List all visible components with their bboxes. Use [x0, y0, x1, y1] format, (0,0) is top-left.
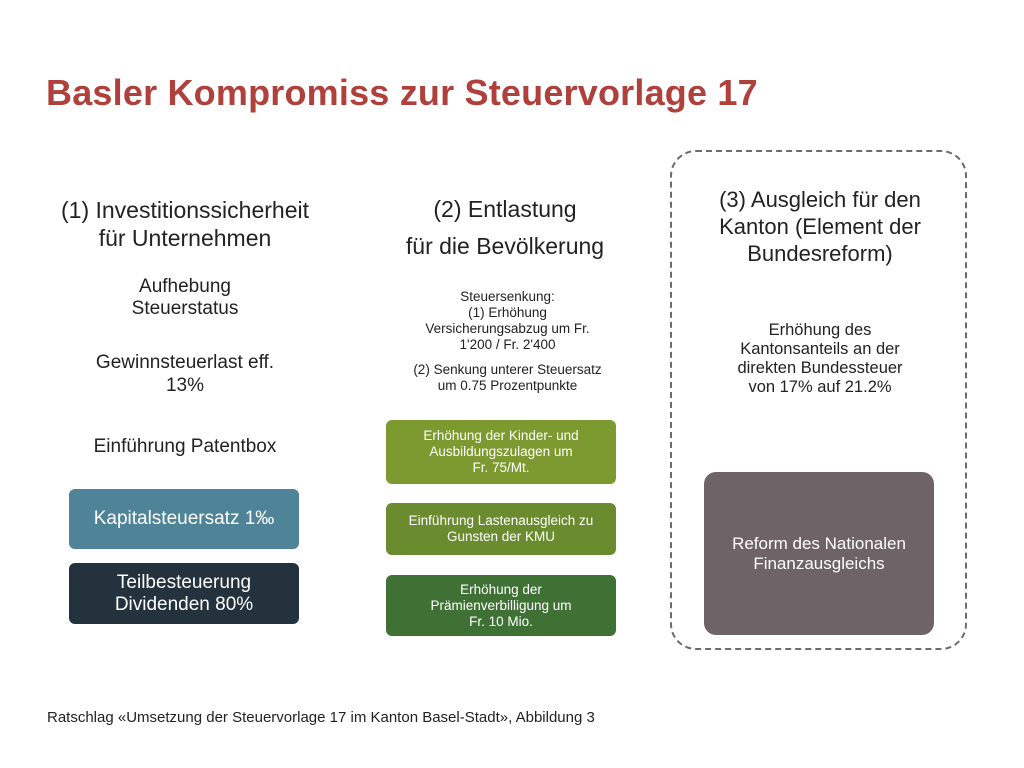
column-2-heading	[380, 191, 630, 265]
item-line: (1) Erhöhung	[468, 305, 547, 320]
item-line: von 17% auf 21.2%	[748, 378, 892, 396]
box-line: Prämienverbilligung um	[430, 597, 572, 613]
column-3-item-kantonsanteil	[700, 321, 940, 397]
item-line: Einführung Patentbox	[93, 436, 277, 457]
item-line: 1'200 / Fr. 2'400	[459, 337, 556, 352]
lastenausgleich-box	[386, 503, 616, 555]
item-line: direkten Bundessteuer	[737, 359, 903, 377]
box-line: Kapitalsteuersatz 1‰	[93, 508, 275, 529]
column-1-heading-line-2: für Unternehmen	[98, 225, 272, 251]
item-line: Steuerstatus	[131, 298, 239, 319]
item-line: um 0.75 Prozentpunkte	[437, 378, 578, 393]
slide-title: Basler Kompromiss zur Steuervorlage 17	[46, 72, 758, 113]
box-line: Teilbesteuerung	[116, 571, 252, 593]
column-3-heading-line-3: Bundesreform)	[747, 241, 893, 266]
box-line: Gunsten der KMU	[446, 529, 556, 544]
item-line: Erhöhung des	[768, 321, 872, 339]
kinderzulagen-box	[386, 420, 616, 484]
box-line: Erhöhung der	[460, 581, 542, 597]
finanzausgleich-box	[704, 472, 934, 635]
item-line: Kantonsanteils an der	[740, 340, 900, 358]
item-line: Versicherungsabzug um Fr.	[425, 321, 590, 336]
column-2-item-senkung	[380, 362, 635, 394]
box-line: Einführung Lastenausgleich zu	[408, 513, 594, 528]
column-3-heading	[690, 186, 950, 267]
column-2-heading-line-1: (2) Entlastung	[433, 196, 577, 222]
box-line: Fr. 10 Mio.	[469, 613, 533, 629]
item-line: Gewinnsteuerlast eff.	[95, 352, 275, 373]
praemienverbilligung-box	[386, 575, 616, 636]
box-line: Ausbildungszulagen um	[429, 444, 573, 459]
box-line: Fr. 75/Mt.	[472, 460, 530, 475]
column-1-heading	[30, 196, 340, 252]
column-3-heading-line-1: (3) Ausgleich für den	[719, 187, 921, 212]
teilbesteuerung-box	[69, 563, 299, 624]
column-1-item-steuerstatus	[85, 276, 285, 320]
column-1-item-gewinnsteuer	[60, 351, 310, 397]
box-line: Dividenden 80%	[114, 593, 254, 615]
footer-caption: Ratschlag «Umsetzung der Steuervorlage 17 im Kanton Basel-Stadt», Abbildung 3	[47, 709, 595, 726]
box-line: Finanzausgleichs	[753, 553, 885, 573]
box-line: Reform des Nationalen	[732, 533, 906, 553]
kapitalsteuersatz-box	[69, 489, 299, 549]
column-3-heading-line-2: Kanton (Element der	[719, 214, 921, 239]
column-2-heading-line-2: für die Bevölkerung	[405, 233, 605, 259]
item-line: 13%	[165, 375, 205, 396]
item-line: (2) Senkung unterer Steuersatz	[413, 362, 602, 377]
column-1-item-patentbox	[60, 435, 310, 458]
box-line: Erhöhung der Kinder- und	[423, 428, 579, 443]
item-line: Steuersenkung:	[460, 289, 555, 304]
column-1-heading-line-1: (1) Investitionssicherheit	[61, 197, 309, 223]
column-2-item-steuersenkung	[380, 289, 635, 353]
item-line: Aufhebung	[139, 276, 231, 297]
